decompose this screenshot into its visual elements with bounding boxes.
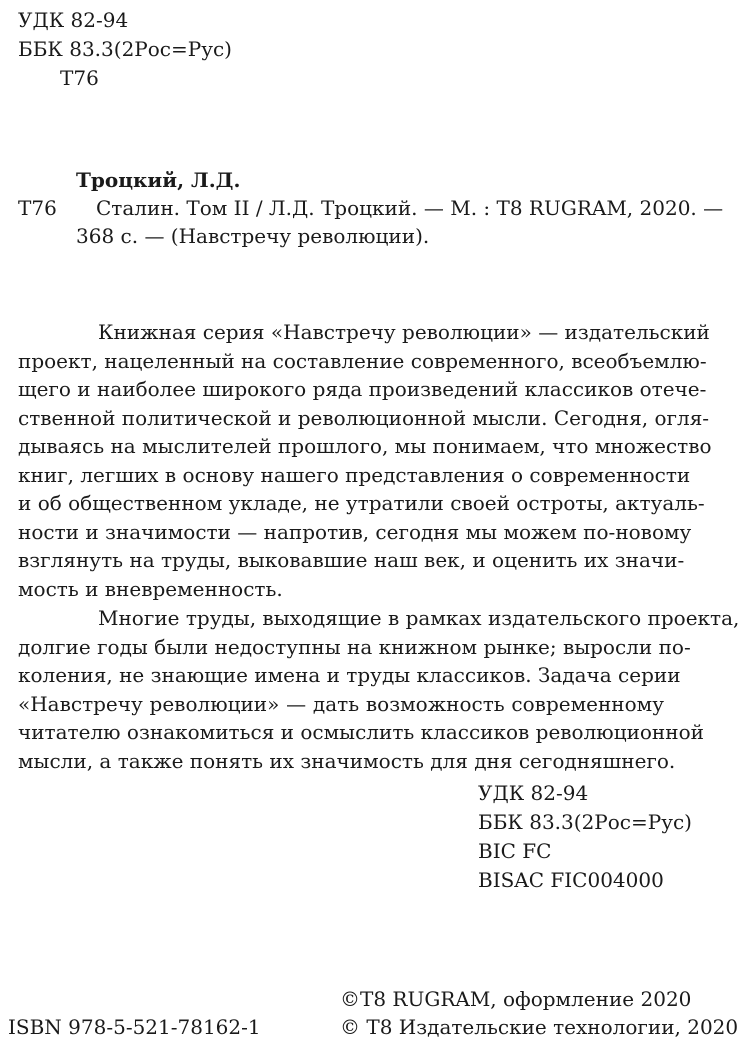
annotation-line: и об общественном укладе, не утратили своей остроты, актуаль- (18, 491, 705, 515)
annotation-line: книг, легших в основу нашего представления о современности (18, 462, 691, 487)
annotation-line: щего и наиболее широкого ряда произведений классиков отече- (18, 377, 707, 401)
bisac-code: BISAC FIC004000 (478, 868, 664, 892)
annotation-line: ственной политической и революционной мысли. Сегодня, огля- (18, 405, 710, 430)
udk-code-top: УДК 82-94 (18, 8, 129, 32)
udk-code-bottom: УДК 82-94 (478, 781, 589, 805)
annotation-line: мысли, а также понять их значимость для дня сегодняшнего. (18, 748, 676, 773)
annotation-line: проект, нацеленный на составление современного, всеобъемлю- (18, 348, 707, 373)
annotation-line: читателю ознакомиться и осмыслить классиков революционной (18, 720, 704, 744)
annotation-line: взглянуть на труды, выковавшие наш век, и оценить их значи- (18, 548, 685, 572)
author-mark: Т76 (18, 196, 57, 220)
bic-code: BIC FC (478, 839, 552, 863)
bibliographic-line-2: 368 с. — (Навстречу революции). (76, 224, 430, 248)
author-name: Троцкий, Л.Д. (76, 168, 241, 192)
bbk-code-top: ББК 83.3(2Рос=Рус) (18, 37, 232, 61)
annotation-paragraph-1 (18, 318, 712, 603)
copyright-design: ©Т8 RUGRAM, оформление 2020 (340, 987, 692, 1011)
copyright-publisher: © Т8 Издательские технологии, 2020 (340, 1015, 739, 1039)
annotation-line: дываясь на мыслителей прошлого, мы понимаем, что множество (18, 434, 712, 458)
isbn: ISBN 978-5-521-78162-1 (8, 1015, 261, 1039)
bibliographic-line-1: Сталин. Том II / Л.Д. Троцкий. — М. : Т8 RUGRAM, 2020. — (96, 196, 724, 220)
annotation-line: мость и вневременность. (18, 576, 283, 601)
annotation-line: Книжная серия «Навстречу революции» — издательский (98, 320, 710, 344)
annotation-paragraph-2 (18, 604, 739, 775)
annotation-line: долгие годы были недоступны на книжном рынке; выросли по- (18, 634, 691, 659)
annotation-line: ности и значимости — напротив, сегодня мы можем по-новому (18, 519, 692, 544)
annotation-line: «Навстречу революции» — дать возможность современному (18, 691, 664, 716)
bbk-code-bottom: ББК 83.3(2Рос=Рус) (478, 810, 692, 834)
annotation-line: Многие труды, выходящие в рамках издательского проекта, (98, 606, 739, 630)
author-mark-top: Т76 (60, 66, 99, 90)
annotation-line: коления, не знающие имена и труды классиков. Задача серии (18, 663, 681, 687)
